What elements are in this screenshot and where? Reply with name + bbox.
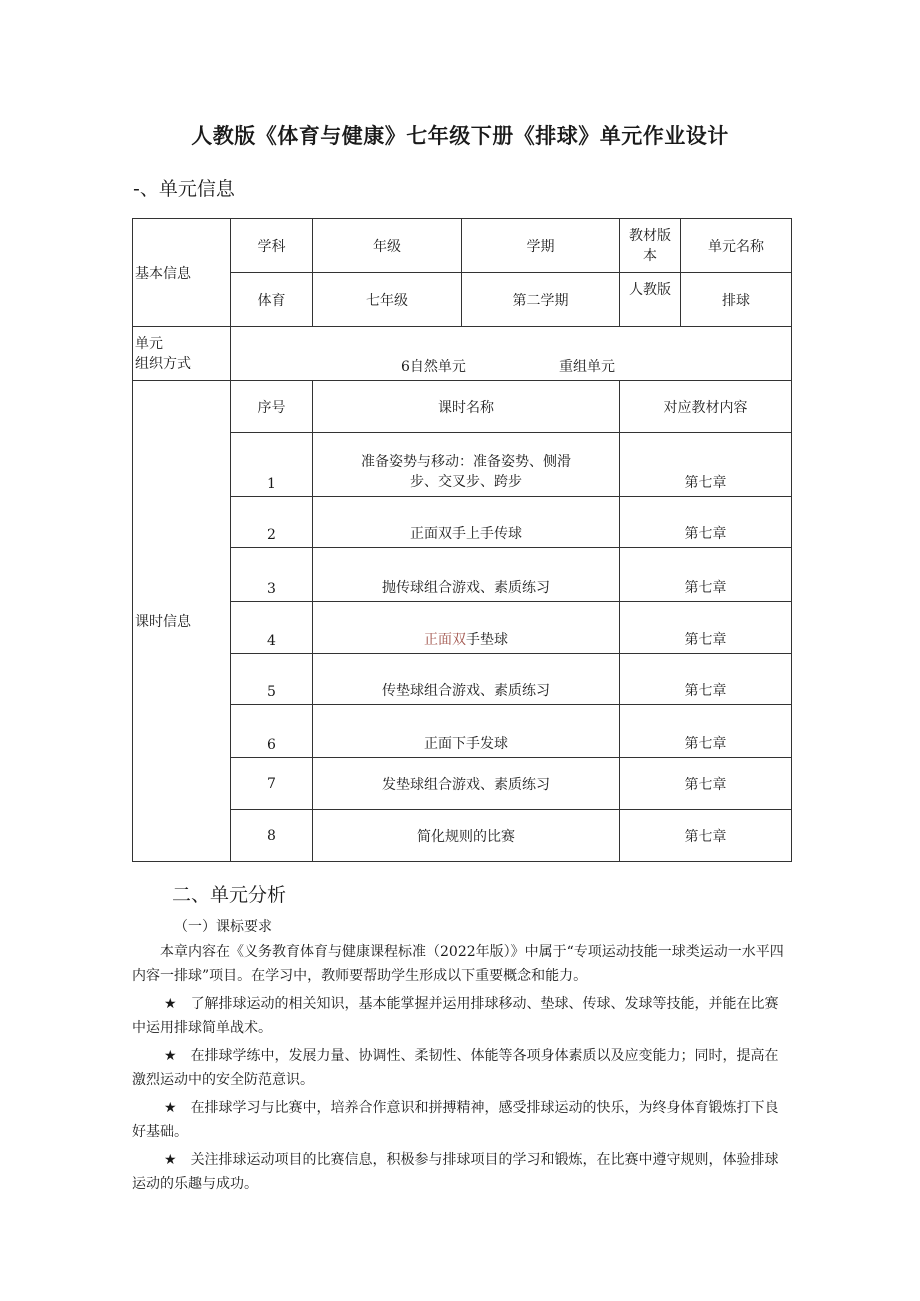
table-row: 8 简化规则的比赛 第七章 bbox=[133, 810, 792, 862]
org-option-natural: 6自然单元 bbox=[401, 359, 466, 375]
section-heading-unit-info: -、单元信息 bbox=[133, 178, 235, 200]
subheading-curriculum-requirements: （一）课标要求 bbox=[174, 919, 272, 935]
value-textbook-edition: 人教版 bbox=[620, 273, 681, 327]
table-row: 3 抛传球组合游戏、素质练习 第七章 bbox=[133, 548, 792, 602]
value-grade: 七年级 bbox=[313, 273, 462, 327]
value-subject: 体育 bbox=[231, 273, 313, 327]
basic-info-label: 基本信息 bbox=[133, 219, 231, 327]
lesson-header-name: 课时名称 bbox=[313, 381, 620, 433]
header-unit-name: 单元名称 bbox=[681, 219, 792, 273]
header-subject: 学科 bbox=[231, 219, 313, 273]
table-row: 2 正面双手上手传球 第七章 bbox=[133, 497, 792, 548]
list-item: ★ 在排球学习与比赛中，培养合作意识和拼搏精神，感受排球运动的快乐，为终身体育锻炼打下良好基础。 bbox=[132, 1100, 779, 1140]
table-row: 6 正面下手发球 第七章 bbox=[133, 705, 792, 758]
list-item: ★ 关注排球运动项目的比赛信息，积极参与排球项目的学习和锻炼，在比赛中遵守规则，体验排球运动的乐趣与成功。 bbox=[132, 1152, 779, 1192]
star-icon: ★ bbox=[164, 996, 177, 1012]
org-option-regroup: 重组单元 bbox=[559, 359, 615, 375]
unit-info-table bbox=[132, 218, 792, 862]
star-icon: ★ bbox=[164, 1100, 177, 1116]
lesson-header-content: 对应教材内容 bbox=[620, 381, 792, 433]
intro-paragraph: 本章内容在《义务教育体育与健康课程标准（2022年版）》中属于“专项运动技能一球类运动一水平四内容一排球”项目。在学习中，教师要帮助学生形成以下重要概念和能力。 bbox=[132, 944, 784, 984]
table-row: 1 准备姿势与移动：准备姿势、侧滑步、交叉步、跨步 第七章 bbox=[133, 433, 792, 497]
org-method-value bbox=[231, 327, 792, 381]
table-row: 7 发垫球组合游戏、素质练习 第七章 bbox=[133, 758, 792, 810]
header-textbook-edition: 教材版本 bbox=[620, 219, 681, 273]
star-icon: ★ bbox=[164, 1048, 177, 1064]
table-row: 4 正面双手垫球 第七章 bbox=[133, 602, 792, 654]
header-term: 学期 bbox=[462, 219, 620, 273]
list-item: ★ 了解排球运动的相关知识，基本能掌握并运用排球移动、垫球、传球、发球等技能，并能在比赛中运用排球简单战术。 bbox=[132, 996, 779, 1036]
document-title: 人教版《体育与健康》七年级下册《排球》单元作业设计 bbox=[191, 124, 729, 148]
table-row: 5 传垫球组合游戏、素质练习 第七章 bbox=[133, 654, 792, 705]
lesson-info-label: 课时信息 bbox=[133, 381, 231, 862]
lesson-header-no: 序号 bbox=[231, 381, 313, 433]
list-item: ★ 在排球学练中，发展力量、协调性、柔韧性、体能等各项身体素质以及应变能力；同时，提高在激烈运动中的安全防范意识。 bbox=[132, 1048, 779, 1088]
header-grade: 年级 bbox=[313, 219, 462, 273]
value-unit-name: 排球 bbox=[681, 273, 792, 327]
value-term: 第二学期 bbox=[462, 273, 620, 327]
star-icon: ★ bbox=[164, 1152, 177, 1168]
org-method-label: 单元 组织方式 bbox=[133, 327, 231, 381]
section-heading-unit-analysis: 二、单元分析 bbox=[172, 884, 287, 906]
